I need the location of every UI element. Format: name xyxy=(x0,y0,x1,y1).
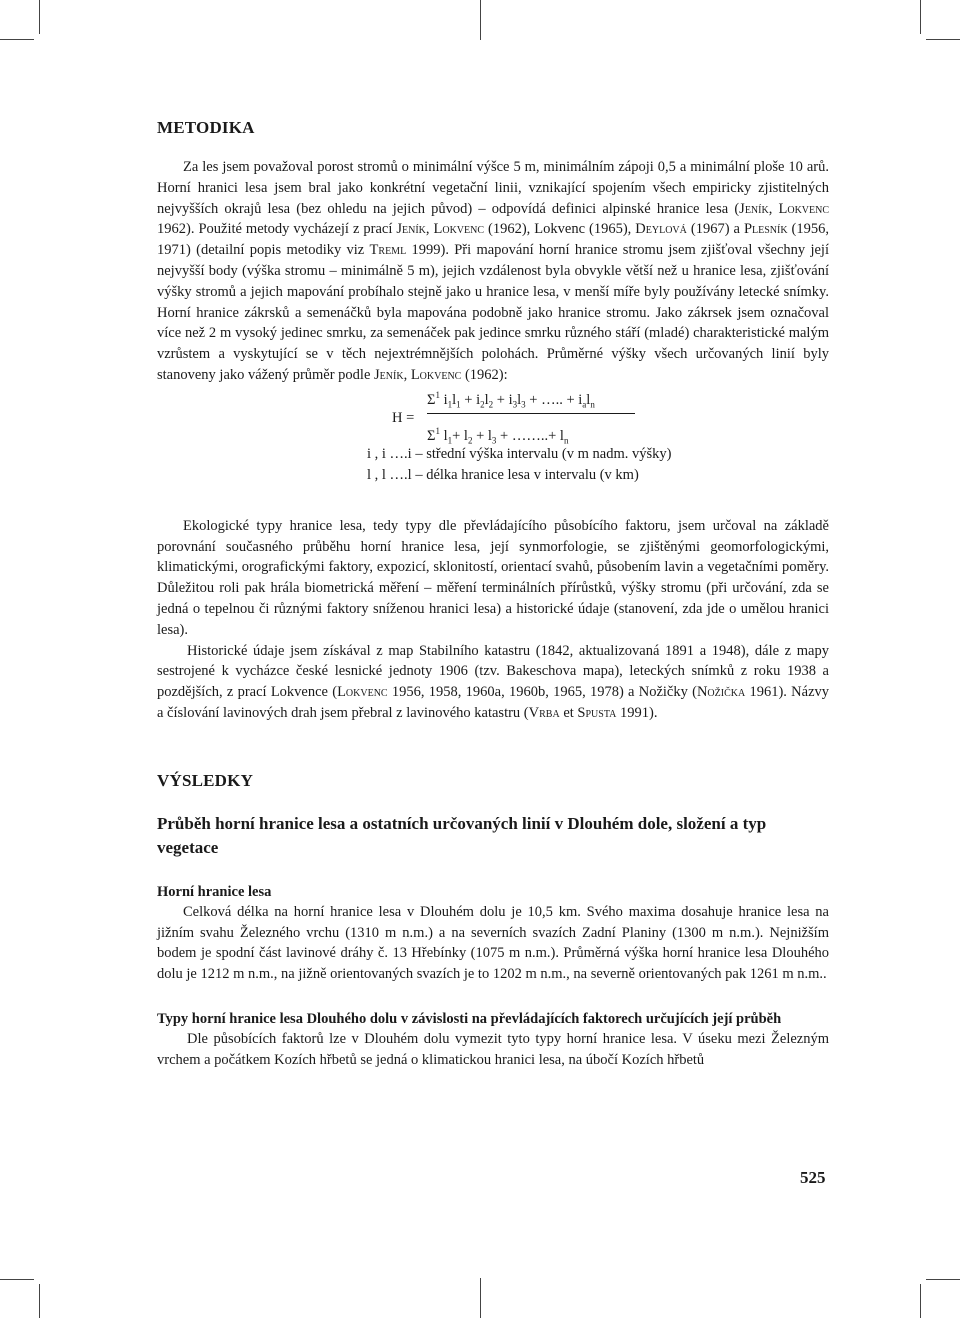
paragraph-historical-data: Historické údaje jsem získával z map Stabilního katastru (1842, aktualizovaná 1891 a 1948), dále z mapy sestrojené k vycházce české lesnické jednoty 1906 (tzv. Bakeschova mapa), leteckých snímků z roku 1938 a pozdějších, z prací Lokvence (Lokvenc 1956, 1958, 1960a, 1960b, 1965, 1978) a Nožičky (Nožička 1961). Názvy a číslování lavinových drah jsem přebral z lavinového katastru (Vrba et Spusta 1991). xyxy=(157,642,830,721)
paragraph-forest-limit-stats: Celková délka na horní hranice lesa v Dlouhém dolu je 10,5 km. Svého maxima dosahuje hranice lesa na jižním svahu Železného vrchu (1310 m n.m.) a na severních svazích Zadní Planiny (1300 m n.m.). Nejnižším bodem je spodní část lavinové dráhy č. 13 Hřebínky (1075 m n.m.). Průměrná výška horní hranice lesa Dlouhého dolu je 1212 m n.m., na jižně orientovaných svazích je to 1202 m n.m., na severně orientovaných pak 1261 m n.m.. xyxy=(157,903,829,983)
heading-upper-forest-limit: Horní hranice lesa xyxy=(157,883,272,900)
paragraph-ecological-types: Ekologické typy hranice lesa, tedy typy dle převládajícího působícího faktoru, jsem určoval na základě porovnání současného průběhu horní hranice lesa, její synmorfologie, se zjištěnými geomorfologickými, klimatickými, orografickými faktory, expozicí, sklonitostí, orientací svahů, působením lavin a vegetačními poměry. Důležitou roli pak hrála biometrická měření – měření terminálních přírůstků, výšky stromu (při určování, zda se jedná o tepelnou či různými faktory sníženou hranici lesa) a historické údaje (stanovení, zda jde o umělou hranici lesa). xyxy=(157,517,829,638)
weighted-mean-formula xyxy=(157,386,829,496)
page-number: 525 xyxy=(800,1168,826,1187)
crop-mark xyxy=(926,39,960,40)
ref-author: Spusta xyxy=(577,704,617,721)
ref-author: Deylová xyxy=(635,221,687,238)
crop-mark xyxy=(920,0,921,34)
crop-mark xyxy=(0,1279,34,1280)
formula-numerator: $\Sigma^1$ $i_1l_1 + i_2l_2 + i_3l_3$ + ….. + $i_al_n$ xyxy=(427,389,595,410)
ref-author: Plesník xyxy=(743,221,788,238)
section-title-metodika: METODIKA xyxy=(157,118,255,137)
formula-denominator: $\Sigma^1$ $l_1+ l_2 + l_3$ + ……..+ $l_n$ xyxy=(427,425,569,446)
formula-legend-l: l , l ….l – délka hranice lesa v intervalu (v km) xyxy=(367,466,639,483)
ref-author: Nožička xyxy=(696,684,746,701)
ref-author: Lokvenc xyxy=(778,200,830,217)
fraction-bar xyxy=(427,413,635,414)
crop-mark xyxy=(0,39,34,40)
formula-legend-i: i , i ….i – střední výška intervalu (v m nadm. výšky) xyxy=(367,445,672,462)
page-body xyxy=(157,118,829,1071)
crop-mark xyxy=(480,1278,481,1318)
ref-author: Lokvenc xyxy=(337,684,388,701)
paragraph-forest-limit-types: Dle působících faktorů lze v Dlouhém dolu vymezit tyto typy horní hranice lesa. V úseku mezi Železným vrchem a počátkem Kozích hřbetů se jedná o klimatickou hranici lesa, na úbočí Kozích hřbetů xyxy=(157,1030,829,1068)
ref-author: Lokvenc xyxy=(410,366,462,383)
ref-author: Jeník xyxy=(739,200,769,217)
ref-author: Jeník xyxy=(374,366,404,383)
ref-author: Jeník xyxy=(396,221,426,238)
crop-mark xyxy=(39,0,40,34)
crop-mark xyxy=(926,1279,960,1280)
crop-mark xyxy=(480,0,481,40)
paragraph-definition: Za les jsem považoval porost stromů o minimální výšce 5 m, minimálním zápoji 0,5 a minimální ploše 10 arů. Horní hranici lesa jsem bral jako konkrétní vegetační linii, vznikající spojením všech empiricky zjistitelných nejvyšších okrajů lesa (bez ohledu na jejich původ) – odpovídá definici alpinské hranice lesa (Jeník, Lokvenc 1962). Použité metody vycházejí z prací Jeník, Lokvenc (1962), Lokvenc (1965), Deylová (1967) a Plesník (1956, 1971) (detailní popis metodiky viz Treml 1999). Při mapování horní hranice stromu jsem zjišťoval všechny její nejvyšší body (výška stromu – minimálně 5 m), jejich vzdálenost byla obvykle větší než u hranice lesa, zjišťování výšky stromů a jejich mapování probíhalo stejně jako u hranice lesa, v menší míře byly používány letecké snímky. Horní hranice zákrsků a semenáčků byla mapována podobně jako hranice stromu. Jako zákrsek jsem označoval více než 2 m vysoký jedinec smrku, za semenáček pak jedince smrku různého stáří (mladé) charakteristické malým vzrůstem a vyskytující se v těch nejextrémnějších polohách. Průměrné výšky všech určovaných linií byly stanoveny jako vážený průměr podle Jeník, Lokvenc (1962): xyxy=(157,159,830,383)
formula-lhs: H = xyxy=(392,409,415,426)
section-title-vysledky: VÝSLEDKY xyxy=(157,770,254,790)
ref-author: Lokvenc xyxy=(433,221,485,238)
ref-author: Vrba xyxy=(528,704,560,721)
ref-author: Treml xyxy=(369,242,407,259)
heading-forest-limit-types: Typy horní hranice lesa Dlouhého dolu v závislosti na převládajících faktorech určujících její průběh xyxy=(157,1010,782,1027)
crop-mark xyxy=(39,1284,40,1318)
crop-mark xyxy=(920,1284,921,1318)
subsection-title: Průběh horní hranice lesa a ostatních určovaných linií v Dlouhém dole, složení a typ vegetace xyxy=(157,813,767,857)
